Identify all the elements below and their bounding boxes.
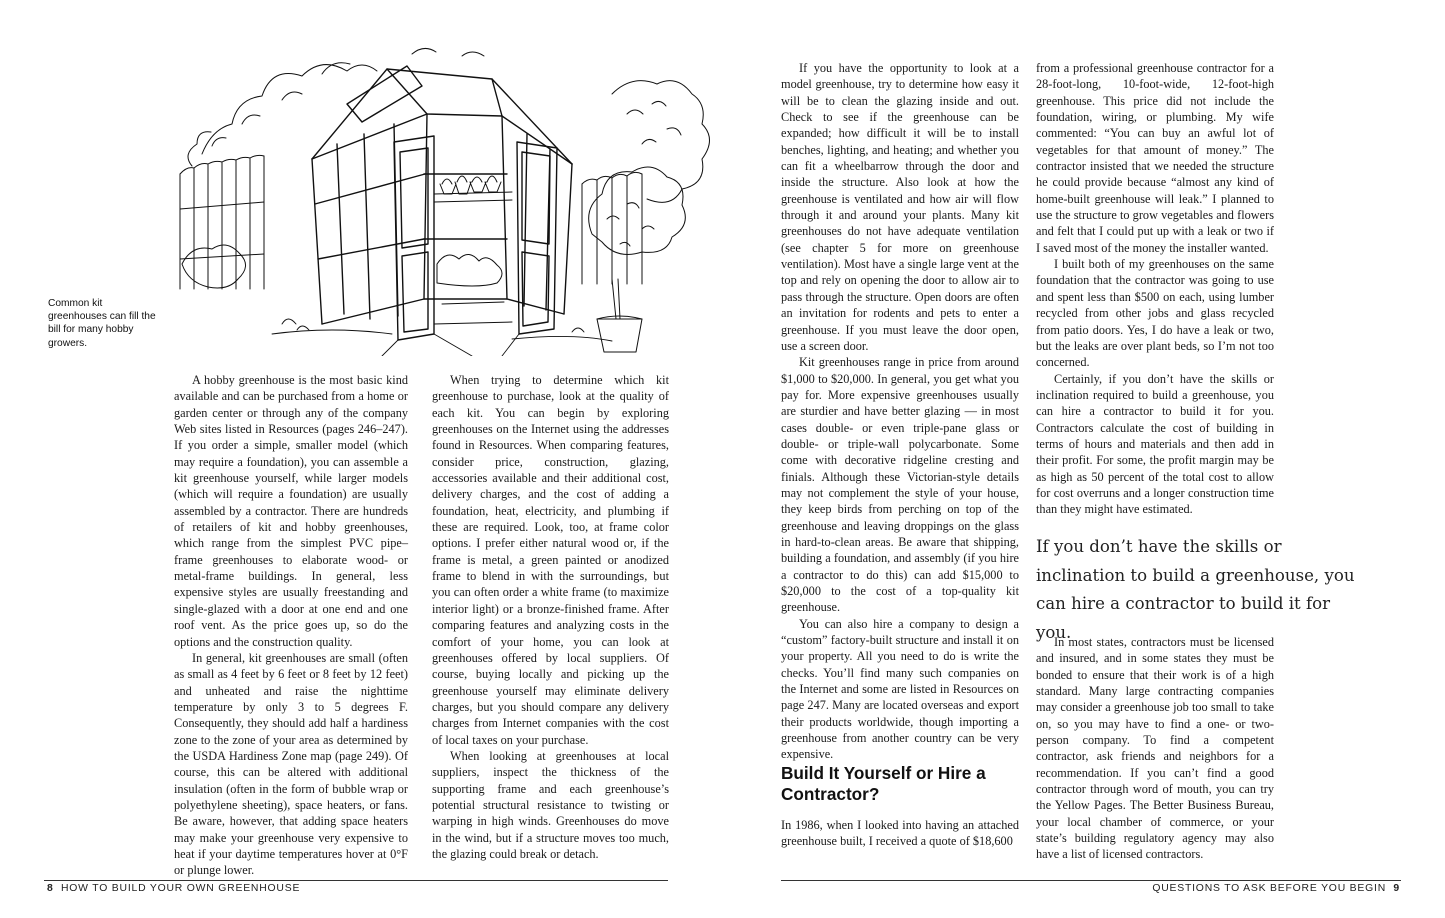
body-paragraph: Kit greenhouses range in price from around $1,000 to $20,000. In general, you get what you pay for. More expensive greenhouses usually are sturdier and have better glazing — in most cases double- or even triple-pane glass or double- or triple-wall polycarbonate. Some come with decorative ridgeline cresting and finials. Although these Victorian-style details may not complement the style of your house, they keep birds from perching on top of the greenhouse and leaving droppings on the glass in hard-to-clean areas. Be aware that shipping, building a foundation, and assembly (if you hire a contractor to do this) can add $15,000 to $20,000 to the cost of a top-quality kit greenhouse.	[781, 355, 1019, 615]
page-number: 9	[1393, 883, 1400, 894]
fence	[180, 155, 642, 289]
greenhouse-frame	[312, 66, 572, 324]
body-paragraph: When trying to determine which kit greenhouse to purchase, look at the quality of each kit. You can begin by exploring greenhouses on the Internet using the addresses found in Resources. When comparing features, consider price, construction, glazing, accessories available and their additional cost, delivery charges, and the cost of adding a foundation, heat, electricity, and plumbing if these are required. Look, too, at frame color options. I prefer either natural wood or, if the frame is metal, a green painted or anodized frame to blend in with the surroundings, but you can often order a white frame (to maximize interior light) or a bronze-finished frame. After comparing features and analyzing costs in the comfort of your home, you can look at greenhouses offered by local suppliers. Of course, buying locally and picking up the greenhouse yourself may eliminate delivery charges, but you should compare any delivery charges from Internet companies with the cost of local taxes on your purchase.	[432, 373, 669, 747]
ground	[272, 319, 612, 356]
left-folio	[47, 883, 300, 894]
left-footer-rule	[44, 880, 668, 881]
right-page-column-1-continued	[781, 817, 1019, 850]
greenhouse-illustration	[172, 34, 712, 356]
left-page-column-2	[432, 372, 669, 862]
body-paragraph: You can also hire a company to design a “custom” factory-built structure and install it on your property. All you need to do is write the checks. You’ll find many such companies on the Internet and some are listed in Resources on page 247. Many are located overseas and export their products worldwide, though importing a greenhouse from another country can be very expensive.	[781, 616, 1019, 762]
right-page-column-1	[781, 60, 1019, 763]
body-paragraph: If you have the opportunity to look at a model greenhouse, try to determine how easy it will be to clean the glazing inside and out. Check to see if the greenhouse can be expanded; how difficult it will be to install benches, lighting, and heating; and whether you can fit a wheelbarrow through the door and inside the structure. Also look at how the greenhouse is ventilated and how air will flow through it and around your plants. Many kit greenhouses do not have adequate ventilation (see chapter 5 for more on greenhouse ventilation). Most have a single large vent at the top and rely on opening the door to allow air to pass through the structure. Open doors are often an invitation for rodents and pets to enter a greenhouse. If you must leave the door open, use a screen door.	[781, 61, 1019, 353]
left-page-column-1	[174, 372, 408, 879]
right-footer-rule	[781, 880, 1401, 881]
potted-tree	[597, 279, 642, 352]
running-head: HOW TO BUILD YOUR OWN GREENHOUSE	[60, 883, 301, 894]
right-page-column-2	[1036, 60, 1274, 518]
body-paragraph: When looking at greenhouses at local suppliers, inspect the thickness of the supporting frame and each greenhouse’s potential structural resistance to twisting or warping in high winds. Greenhouses do move in the wind, but if a structure moves too much, the glazing could break or detach.	[432, 748, 669, 861]
pull-quote: If you don’t have the skills or inclination to build a greenhouse, you can hire a contractor to build it for you.	[1036, 537, 1355, 642]
right-folio	[1152, 883, 1400, 894]
interior-plants	[434, 176, 512, 324]
foliage	[182, 48, 710, 288]
body-paragraph: Certainly, if you don’t have the skills or inclination required to build a greenhouse, you can hire a contractor to build it for you. Contractors calculate the cost of building in terms of hours and materials and then add in their profit. For some, the profit margin may be as high as 50 percent of the total cost to allow for cost overruns and a longer construction time than they might have estimated.	[1036, 371, 1274, 517]
body-paragraph: In most states, contractors must be licensed and insured, and in some states they must be bonded to ensure that their work is of a high standard. Many large contracting companies may consider a greenhouse job too small to take on, so you may have to find a one- or two-person company. To find a competent contractor, ask friends and neighbors for a recommendation. If you can’t find a good contractor through word of mouth, you can try the Yellow Pages. The Better Business Bureau, your local chamber of commerce, or your state’s building regulatory agency may also have a list of licensed contractors.	[1036, 635, 1274, 862]
figure-caption: Common kit greenhouses can fill the bill for many hobby growers.	[48, 298, 156, 349]
body-paragraph: In 1986, when I looked into having an attached greenhouse built, I received a quote of $18,600	[781, 818, 1019, 849]
body-paragraph: In general, kit greenhouses are small (often as small as 4 feet by 6 feet or 8 feet by 12 feet) and unheated and raise the nighttime temperature by only 3 to 5 degrees F. Consequently, they should add half a hardiness zone to the zone of your area as determined by the USDA Hardiness Zone map (page 249). Of course, this can be altered with additional insulation (often in the form of bubble wrap or polyethylene sheeting), space heaters, or fans. Be aware, however, that adding space heaters may make your greenhouse very expensive to heat if your daytime temperatures hover at 0°F or plunge lower.	[174, 650, 408, 878]
body-paragraph: A hobby greenhouse is the most basic kind available and can be purchased from a home or garden center or through any of the company Web sites listed in Resources (pages 246–247). If you order a simple, smaller model (which may require a foundation), you can assemble a kit greenhouse yourself, while larger models (which will require a foundation) are usually assembled by a contractor. There are hundreds of retailers of kit and hobby greenhouses, which range from the simplest PVC pipe–frame greenhouses to elaborate wood- or metal-frame buildings. In general, less expensive styles are usually freestanding and single-glazed with a door at one end and one roof vent. As the price goes up, so do the options and the construction quality.	[174, 373, 408, 649]
open-doors	[394, 136, 557, 340]
right-page-column-2-continued	[1036, 634, 1274, 863]
section-heading: Build It Yourself or Hire a Contractor?	[781, 763, 986, 804]
body-paragraph: from a professional greenhouse contractor for a 28-foot-long, 10-foot-wide, 12-foot-high greenhouse. This price did not include the foundation, wiring, or plumbing. My wife commented: “You can buy an awful lot of vegetables for that amount of money.” The contractor insisted that we needed the structure he could provide because “almost any kind of home-built greenhouse will leak.” I planned to use the structure to grow vegetables and flowers and felt that I could put up with a leak or two if I saved most of the money the installer wanted.	[1036, 61, 1274, 255]
running-head: QUESTIONS TO ASK BEFORE YOU BEGIN	[1152, 883, 1387, 894]
page-number: 8	[47, 883, 54, 894]
body-paragraph: I built both of my greenhouses on the same foundation that the contractor was going to use and spent less than $500 on each, using lumber recycled from other jobs and glass recycled from patio doors. Yes, I do have a leak or two, but the leaks are over plant beds, so I’m not too concerned.	[1036, 257, 1274, 370]
